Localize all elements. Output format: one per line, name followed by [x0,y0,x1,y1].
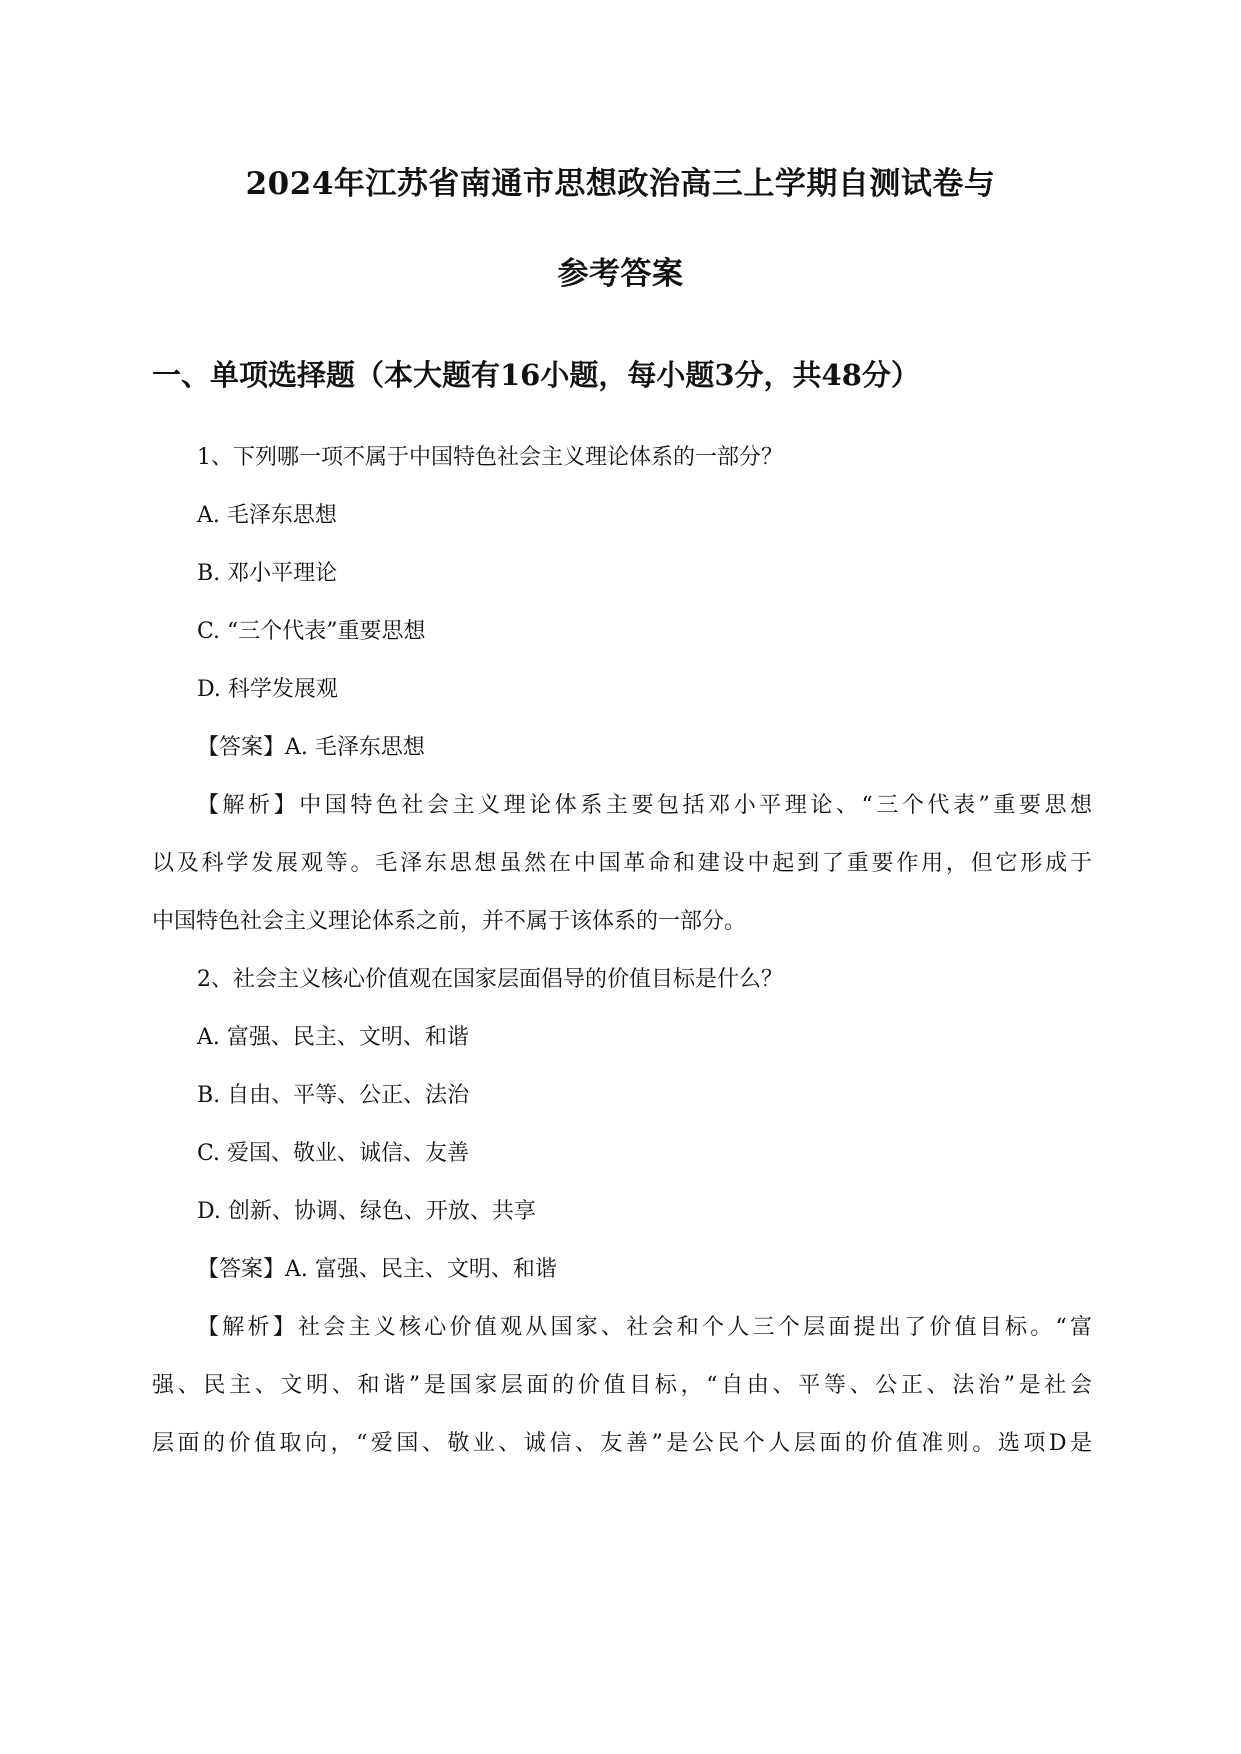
question-2-option-b: B. 自由、平等、公正、法治 [197,1083,470,1108]
question-1-option-b: B. 邓小平理论 [197,561,338,586]
section-heading: 一、单项选择题（本大题有16小题，每小题3分，共48分） [152,358,920,392]
question-1-option-c: C. “三个代表”重要思想 [197,619,426,644]
question-2-analysis-line-1: 【解析】社会主义核心价值观从国家、社会和个人三个层面提出了价值目标。“富 [197,1315,1092,1340]
question-1-stem: 1、下列哪一项不属于中国特色社会主义理论体系的一部分？ [197,445,783,470]
question-1-analysis-line-2: 以及科学发展观等。毛泽东思想虽然在中国革命和建设中起到了重要作用，但它形成于 [152,851,1092,876]
document-title-line-1: 2024年江苏省南通市思想政治高三上学期自测试卷与 [245,166,996,202]
question-2-analysis-line-3: 层面的价值取向，“爱国、敬业、诚信、友善”是公民个人层面的价值准则。选项D是 [152,1431,1092,1456]
question-2-option-a: A. 富强、民主、文明、和谐 [197,1025,469,1050]
question-2-stem: 2、社会主义核心价值观在国家层面倡导的价值目标是什么？ [197,967,783,992]
question-1-option-a: A. 毛泽东思想 [197,503,337,528]
question-1-analysis-line-1: 【解析】中国特色社会主义理论体系主要包括邓小平理论、“三个代表”重要思想 [197,793,1092,818]
question-2-option-d: D. 创新、协调、绿色、开放、共享 [197,1199,536,1224]
question-1-option-d: D. 科学发展观 [197,677,338,702]
document-title-line-2: 参考答案 [557,256,684,292]
question-1-answer: 【答案】A. 毛泽东思想 [197,735,425,760]
question-2-option-c: C. 爱国、敬业、诚信、友善 [197,1141,470,1166]
question-1-analysis-line-3: 中国特色社会主义理论体系之前，并不属于该体系的一部分。 [152,909,747,934]
question-2-analysis-line-2: 强、民主、文明、和谐”是国家层面的价值目标，“自由、平等、公正、法治”是社会 [152,1373,1092,1398]
question-2-answer: 【答案】A. 富强、民主、文明、和谐 [197,1257,557,1282]
